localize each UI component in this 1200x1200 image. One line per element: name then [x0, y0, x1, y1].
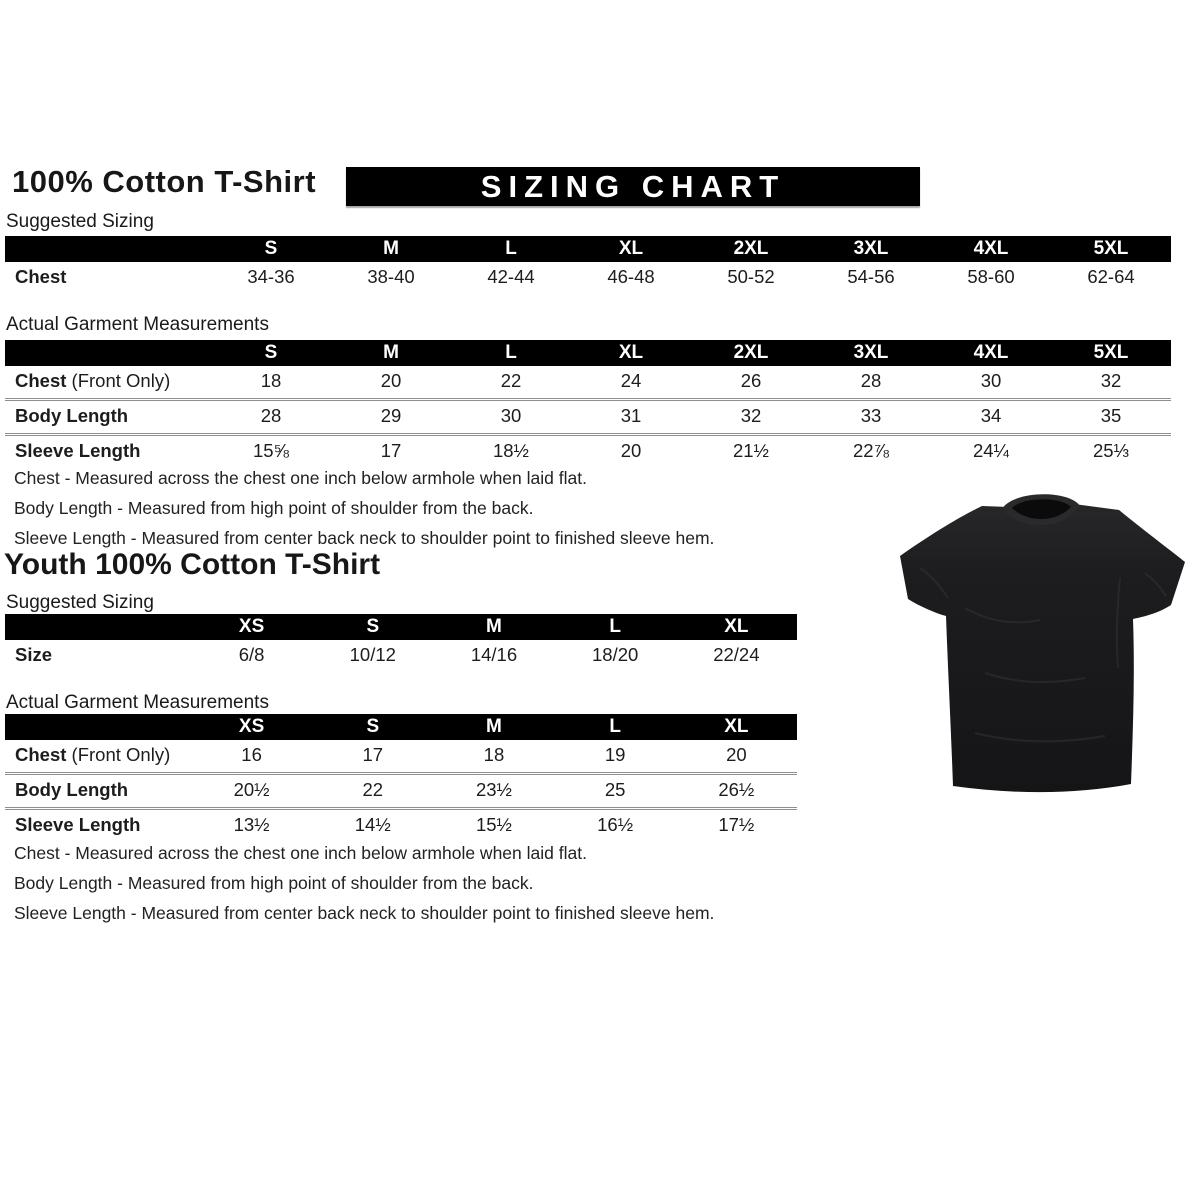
size-column-header: 5XL [1051, 236, 1171, 262]
size-column-header: L [555, 714, 676, 740]
size-column-header: M [433, 714, 554, 740]
size-value-cell: 50-52 [727, 266, 775, 287]
measurement-note: Chest - Measured across the chest one inch below armhole when laid flat. [14, 468, 587, 488]
size-value-cell: 24¼ [931, 435, 1051, 469]
youth-suggested-sizing-label: Suggested Sizing [6, 592, 154, 613]
black-tshirt-photo [890, 458, 1196, 806]
measurement-row [5, 366, 1171, 400]
measurement-row-label: Size [15, 644, 53, 665]
size-value-cell: 13½ [191, 809, 312, 843]
header-label-spacer [5, 714, 191, 740]
header-label-spacer [5, 236, 211, 262]
size-column-header: 3XL [811, 340, 931, 366]
size-header-row [5, 340, 1171, 366]
size-value-cell: 18½ [451, 435, 571, 469]
adult-suggested-sizing-label: Suggested Sizing [6, 211, 154, 232]
size-column-header: 2XL [691, 236, 811, 262]
size-value-cell: 30 [451, 400, 571, 435]
size-value-cell: 20 [380, 370, 402, 391]
size-value-cell: 14½ [312, 809, 433, 843]
youth-actual-measurements-table [5, 714, 797, 842]
youth-actual-measurements-label: Actual Garment Measurements [6, 692, 269, 713]
tshirt-body [900, 499, 1185, 792]
size-value-cell: 16½ [555, 809, 676, 843]
measurement-row-label: Body Length [5, 400, 211, 435]
size-value-cell: 32 [691, 400, 811, 435]
measurement-row [5, 400, 1171, 435]
size-column-header: S [211, 236, 331, 262]
size-value-cell: 15½ [433, 809, 554, 843]
size-value-cell: 34-36 [247, 266, 295, 287]
adult-suggested-sizing-table [5, 236, 1171, 294]
size-value-cell: 33 [811, 400, 931, 435]
size-column-header: M [331, 340, 451, 366]
size-column-header: M [331, 236, 451, 262]
size-value-cell: 46-48 [607, 266, 655, 287]
size-value-cell: 21½ [691, 435, 811, 469]
size-value-cell: 25⅓ [1051, 435, 1171, 469]
size-value-cell: 28 [211, 400, 331, 435]
size-value-cell: 24 [620, 370, 642, 391]
size-column-header: 4XL [931, 340, 1051, 366]
adult-actual-measurements-label: Actual Garment Measurements [6, 314, 269, 335]
measurement-note: Body Length - Measured from high point of shoulder from the back. [14, 498, 534, 518]
measurement-row-label: Chest (Front Only) [15, 370, 171, 391]
measurement-row [5, 740, 797, 774]
measurement-row-label: Sleeve Length [5, 809, 191, 843]
size-column-header: 2XL [691, 340, 811, 366]
size-value-cell: 29 [331, 400, 451, 435]
youth-measurement-notes [14, 838, 714, 928]
size-value-cell: 38-40 [367, 266, 415, 287]
size-value-cell: 62-64 [1087, 266, 1135, 287]
size-value-cell: 18 [260, 370, 282, 391]
size-column-header: XL [571, 236, 691, 262]
size-value-cell: 34 [931, 400, 1051, 435]
header-label-spacer [5, 340, 211, 366]
measurement-row-label: Body Length [5, 774, 191, 809]
size-value-cell: 22/24 [713, 644, 760, 665]
size-value-cell: 54-56 [847, 266, 895, 287]
sizing-chart-banner [346, 167, 920, 206]
measurement-note: Sleeve Length - Measured from center back neck to shoulder point to finished sleeve hem. [14, 528, 715, 548]
size-value-cell: 20 [726, 744, 747, 765]
size-column-header: L [451, 340, 571, 366]
size-header-row [5, 236, 1171, 262]
size-value-cell: 18/20 [592, 644, 639, 665]
size-value-cell: 58-60 [967, 266, 1015, 287]
size-column-header: M [433, 614, 554, 640]
size-column-header: S [312, 614, 433, 640]
measurement-row [5, 774, 797, 809]
size-column-header: XL [676, 714, 797, 740]
sizing-chart-banner-text: SIZING CHART [480, 168, 786, 204]
size-column-header: XS [191, 714, 312, 740]
size-column-header: 5XL [1051, 340, 1171, 366]
size-value-cell: 10/12 [349, 644, 396, 665]
adult-measurement-notes [14, 463, 714, 553]
size-value-cell: 17½ [676, 809, 797, 843]
size-value-cell: 30 [980, 370, 1002, 391]
size-value-cell: 22 [312, 774, 433, 809]
size-column-header: S [312, 714, 433, 740]
size-column-header: XL [571, 340, 691, 366]
size-value-cell: 17 [331, 435, 451, 469]
size-column-header: S [211, 340, 331, 366]
header-label-spacer [5, 614, 191, 640]
size-header-row [5, 714, 797, 740]
size-value-cell: 23½ [433, 774, 554, 809]
youth-suggested-sizing-table [5, 614, 797, 672]
size-column-header: L [555, 614, 676, 640]
size-value-cell: 35 [1051, 400, 1171, 435]
adult-product-title: 100% Cotton T-Shirt [12, 164, 317, 199]
tshirt-illustration [890, 458, 1196, 806]
size-value-cell: 15⅝ [211, 435, 331, 469]
size-value-cell: 28 [860, 370, 882, 391]
size-column-header: XL [676, 614, 797, 640]
measurement-row-label: Chest (Front Only) [15, 744, 171, 765]
measurement-note: Body Length - Measured from high point of shoulder from the back. [14, 873, 534, 893]
size-value-cell: 19 [604, 744, 626, 765]
size-value-cell: 20 [571, 435, 691, 469]
size-value-cell: 42-44 [487, 266, 535, 287]
size-value-cell: 6/8 [238, 644, 265, 665]
size-column-header: L [451, 236, 571, 262]
size-value-cell: 18 [483, 744, 505, 765]
size-value-cell: 25 [555, 774, 676, 809]
size-value-cell: 16 [241, 744, 262, 765]
size-value-cell: 22 [500, 370, 522, 391]
size-column-header: 3XL [811, 236, 931, 262]
size-value-cell: 17 [362, 744, 384, 765]
size-column-header: 4XL [931, 236, 1051, 262]
youth-product-title: Youth 100% Cotton T-Shirt [4, 548, 381, 581]
measurement-row [5, 262, 1171, 294]
measurement-note: Chest - Measured across the chest one inch below armhole when laid flat. [14, 843, 587, 863]
measurement-note: Sleeve Length - Measured from center back neck to shoulder point to finished sleeve hem. [14, 903, 715, 923]
size-value-cell: 26 [740, 370, 762, 391]
measurement-row [5, 809, 797, 843]
size-value-cell: 14/16 [470, 644, 518, 665]
size-value-cell: 20½ [191, 774, 312, 809]
measurement-row [5, 640, 797, 672]
size-value-cell: 22⅞ [811, 435, 931, 469]
size-header-row [5, 614, 797, 640]
size-value-cell: 26½ [676, 774, 797, 809]
measurement-row-label: Chest [15, 266, 67, 287]
measurement-row-label: Sleeve Length [5, 435, 211, 469]
size-column-header: XS [191, 614, 312, 640]
size-value-cell: 32 [1100, 370, 1122, 391]
adult-actual-measurements-table [5, 340, 1171, 468]
size-value-cell: 31 [571, 400, 691, 435]
